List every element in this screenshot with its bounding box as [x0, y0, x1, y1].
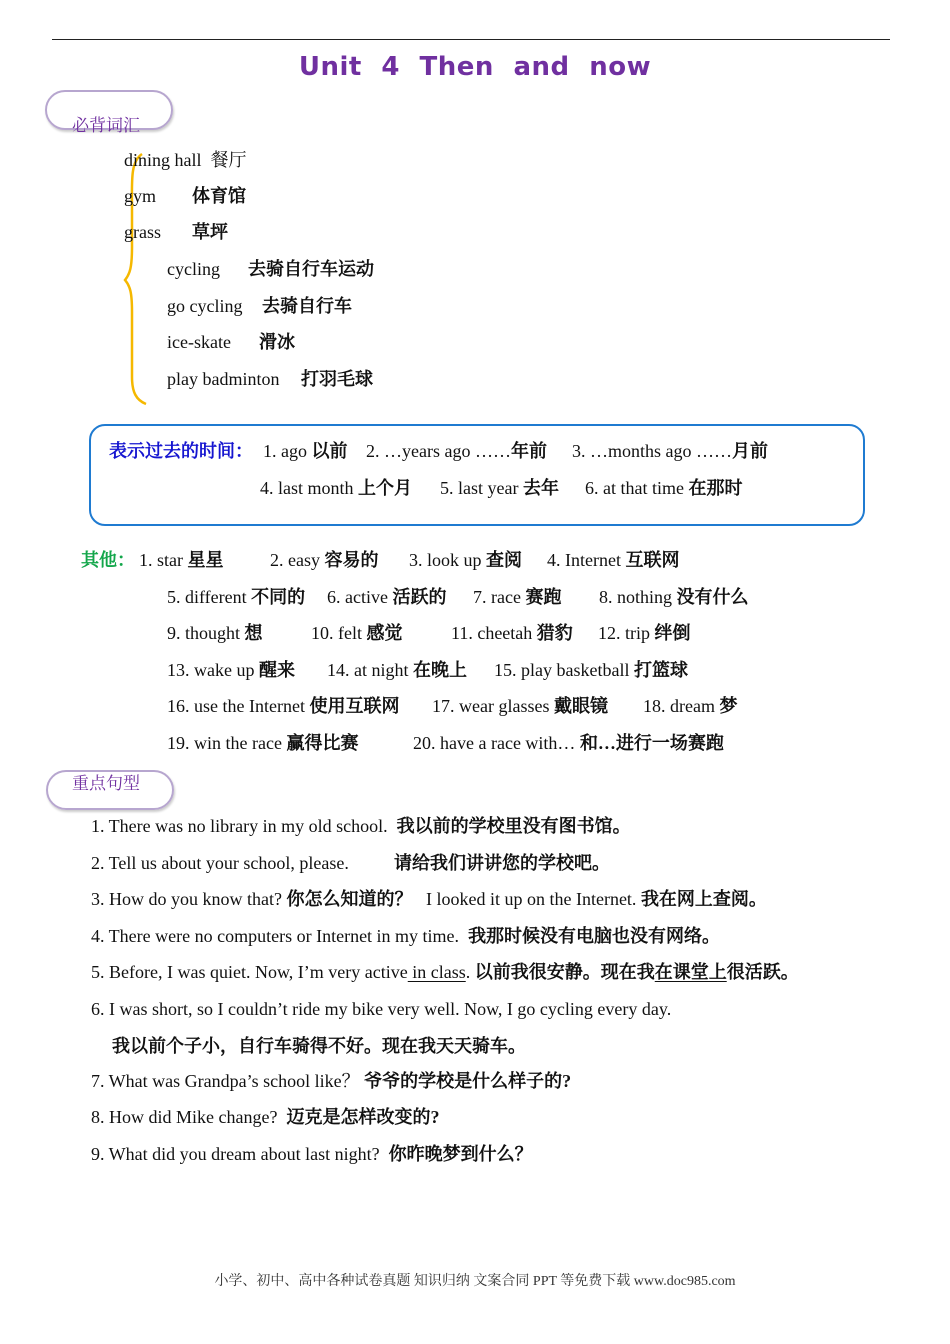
others-item-zh: 猎豹 — [536, 623, 573, 643]
vocab-section-label: 必背词汇 — [72, 116, 140, 136]
vocab-item: grass — [124, 222, 161, 242]
others-item-en: 17. wear glasses — [432, 696, 550, 716]
others-item-zh: 和…进行一场赛跑 — [579, 733, 724, 753]
footer-text: 小学、初中、高中各种试卷真题 知识归纳 文案合同 PPT 等免费下载 www.doc985.com — [214, 1274, 736, 1289]
sentence: 1. There was no library in my old school. 我以前的学校里没有图书馆。 — [91, 816, 631, 836]
others-item — [167, 659, 295, 681]
others-item — [643, 695, 737, 717]
sentence: 6. I was short, so I couldn’t ride my bike very well. Now, I go cycling every day. — [91, 999, 672, 1019]
others-label: 其他： — [81, 550, 135, 570]
others-item-en: 7. race — [473, 587, 521, 607]
sentence: 3. How do you know that? 你怎么知道的？ I looked it up on the Internet. 我在网上查阅。 — [91, 889, 767, 909]
others-item — [599, 586, 749, 608]
others-item-en: 8. nothing — [599, 587, 673, 607]
vocab-item-zh: 草坪 — [192, 222, 228, 242]
others-item-zh: 没有什么 — [676, 587, 749, 607]
others-item-en: 2. easy — [270, 550, 320, 570]
others-item-en: 3. look up — [409, 550, 482, 570]
others-item — [547, 549, 679, 571]
others-item-en: 16. use the Internet — [167, 696, 305, 716]
others-item — [598, 622, 691, 644]
others-item-en: 6. active — [327, 587, 388, 607]
vocab-item: ice-skate — [167, 332, 231, 352]
others-item-zh: 赢得比赛 — [286, 733, 359, 753]
others-item — [413, 732, 724, 754]
others-item-zh: 戴眼镜 — [553, 696, 608, 716]
others-item-en: 4. Internet — [547, 550, 621, 570]
vocab-item-zh: 打羽毛球 — [301, 369, 373, 389]
others-item-en: 20. have a race with… — [413, 733, 576, 753]
past-time-item: 6. at that time 在那时 — [585, 478, 743, 498]
sentence: 5. Before, I was quiet. Now, I’m very active in class. 以前我很安静。现在我在课堂上很活跃。 — [91, 962, 799, 982]
others-item — [409, 549, 522, 571]
others-item-zh: 在晚上 — [413, 660, 467, 680]
others-item-en: 11. cheetah — [451, 623, 533, 643]
vocab-item: play badminton — [167, 369, 280, 389]
others-item — [327, 659, 467, 681]
others-item-zh: 查阅 — [486, 550, 523, 570]
others-item-en: 18. dream — [643, 696, 715, 716]
others-item — [167, 586, 305, 608]
vocab-item-zh: 去骑自行车 — [262, 296, 352, 316]
past-time-item: 1. ago 以前 — [263, 441, 348, 461]
others-item-zh: 使用互联网 — [309, 696, 400, 716]
past-time-item: 4. last month 上个月 — [260, 478, 412, 498]
others-item-en: 1. star — [139, 550, 183, 570]
sentence: 9. What did you dream about last night? 你昨晚梦到什么？ — [91, 1144, 533, 1164]
others-item-zh: 赛跑 — [525, 587, 562, 607]
sentence: 7. What was Grandpa’s school like？ 爷爷的学校是什么样子的? — [91, 1071, 572, 1091]
others-item-en: 9. thought — [167, 623, 241, 643]
sentence: 2. Tell us about your school, please. — [91, 853, 349, 873]
sentence: 8. How did Mike change? 迈克是怎样改变的? — [91, 1107, 440, 1127]
vocab-item-zh: 体育馆 — [192, 186, 246, 206]
vocab-item: dining hall 餐厅 — [124, 150, 247, 170]
others-item-en: 13. wake up — [167, 660, 255, 680]
others-item-zh: 感觉 — [366, 623, 403, 643]
others-item — [451, 622, 573, 644]
vocab-item-zh: 滑冰 — [259, 332, 295, 352]
others-item — [167, 622, 263, 644]
past-time-item: 3. …months ago ……月前 — [572, 441, 768, 461]
others-item — [432, 695, 608, 717]
others-item — [167, 732, 358, 754]
vocab-item: go cycling — [167, 296, 243, 316]
past-time-label: 表示过去的时间： — [109, 441, 253, 461]
others-item-zh: 互联网 — [625, 550, 680, 570]
others-item-en: 10. felt — [311, 623, 362, 643]
others-item-zh: 活跃的 — [392, 587, 447, 607]
others-item-en: 5. different — [167, 587, 247, 607]
sentence-zh: 请给我们讲讲您的学校吧。 — [394, 853, 610, 873]
others-item — [473, 586, 561, 608]
vocab-item-zh: 去骑自行车运动 — [248, 259, 374, 279]
others-item-en: 14. at night — [327, 660, 409, 680]
others-item — [311, 622, 403, 644]
page-title: Unit 4 Then and now — [298, 52, 652, 82]
others-item — [139, 549, 224, 571]
others-item-zh: 容易的 — [324, 550, 379, 570]
past-time-item: 2. …years ago ……年前 — [366, 441, 547, 461]
others-item-zh: 绊倒 — [654, 623, 691, 643]
others-item-en: 19. win the race — [167, 733, 282, 753]
others-item-zh: 醒来 — [258, 660, 295, 680]
others-item-zh: 梦 — [719, 696, 738, 716]
others-item-zh: 星星 — [187, 550, 224, 570]
others-item — [494, 659, 688, 681]
vocab-item: cycling — [167, 259, 220, 279]
others-item-en: 15. play basketball — [494, 660, 630, 680]
others-item-zh: 想 — [244, 623, 263, 643]
vocab-item: gym — [124, 186, 157, 206]
others-item — [327, 586, 446, 608]
header-rule — [52, 39, 890, 40]
past-time-item: 5. last year 去年 — [440, 478, 559, 498]
sentence-zh: 我以前个子小，自行车骑得不好。现在我天天骑车。 — [112, 1036, 526, 1056]
others-item — [167, 695, 399, 717]
sentences-section-label: 重点句型 — [72, 774, 140, 794]
others-item-en: 12. trip — [598, 623, 650, 643]
sentence: 4. There were no computers or Internet in my time. 我那时候没有电脑也没有网络。 — [91, 926, 721, 946]
others-item-zh: 打篮球 — [633, 660, 688, 680]
others-item-zh: 不同的 — [251, 587, 306, 607]
others-item — [270, 549, 378, 571]
